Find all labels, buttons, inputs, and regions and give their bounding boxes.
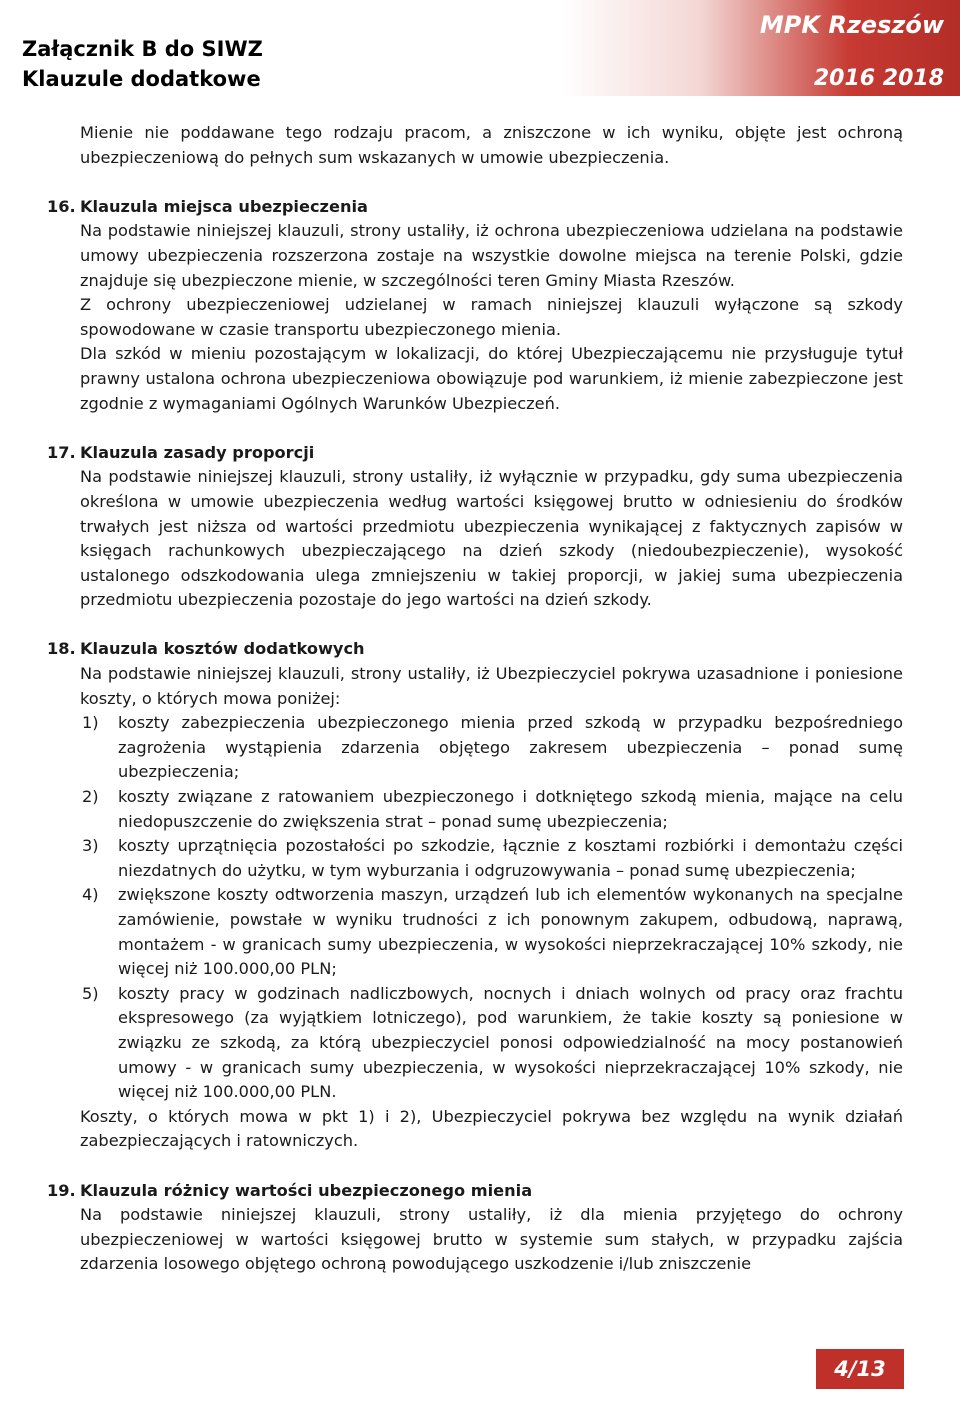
section-paragraph: Z ochrony ubezpieczeniowej udzielanej w ramach niniejszej klauzuli wyłączone są szkody spowodowane w czasie transportu ubezpieczonego mienia.	[80, 295, 903, 339]
page-header	[0, 0, 960, 96]
section-paragraph: Na podstawie niniejszej klauzuli, strony ustaliły, iż dla mienia przyjętego do ochrony ubezpieczeniowej w wartości księgowej brutto w systemie sum stałych, w przypadku zajścia zdarzenia losowego objętego ochroną powodującego uszkodzenie i/lub zniszczenie	[80, 1205, 903, 1274]
section-title: Klauzula zasady proporcji	[80, 442, 315, 462]
section-paragraph: Na podstawie niniejszej klauzuli, strony ustaliły, iż wyłącznie w przypadku, gdy suma ubezpieczenia określona w umowie ubezpieczenia według wartości księgowej brutto w odniesieniu do środków trwałych jest niższa od wartości przedmiotu ubezpieczenia wynikającej z faktycznych zapisów w księgach rachunkowych ubezpieczającego na dzień szkody (niedoubezpieczenie), wysokość ustalonego odszkodowania ulega zmniejszeniu w takiej proporcji, w jakiej suma ubezpieczenia przedmiotu ubezpieczenia pozostaje do jego wartości na dzień szkody.	[80, 467, 903, 610]
section-16	[47, 195, 903, 416]
list-item-text: zwiększone koszty odtworzenia maszyn, urządzeń lub ich elementów wykonanych na specjalne zamówienie, powstałe w wyniku trudności z ich ponownym zakupem, odbudową, naprawą, montażem - w granicach sumy ubezpieczenia, w wysokości nieprzekraczającej 10% szkody, nie więcej niż 100.000,00 PLN;	[118, 885, 903, 979]
intro-paragraph: Mienie nie poddawane tego rodzaju pracom, a zniszczone w ich wyniku, objęte jest ochroną ubezpieczeniową do pełnych sum wskazanych w umowie ubezpieczenia.	[80, 123, 903, 167]
cost-list	[80, 711, 903, 1105]
section-18	[47, 637, 903, 1153]
header-titles	[22, 34, 263, 94]
section-heading	[47, 195, 903, 220]
brand-name: MPK Rzeszów	[759, 11, 944, 39]
section-heading	[47, 1179, 903, 1204]
section-paragraph: Koszty, o których mowa w pkt 1) i 2), Ubezpieczyciel pokrywa bez względu na wynik działań zabezpieczających i ratowniczych.	[80, 1106, 903, 1151]
list-item	[80, 834, 903, 883]
list-item	[80, 711, 903, 785]
list-item-text: koszty pracy w godzinach nadliczbowych, nocnych i dniach wolnych od pracy oraz frachtu ekspresowego (za wyjątkiem lotniczego), pod warunkiem, że takie koszty są poniesione w związku ze szkodą, za którą ubezpieczyciel ponosi odpowiedzialność na mocy postanowień umowy - w granicach sumy ubezpieczenia, w wysokości nieprzekraczającej 10% szkody, nie więcej niż 100.000,00 PLN.	[118, 983, 903, 1102]
section-paragraph: Dla szkód w mieniu pozostającym w lokalizacji, do której Ubezpieczającemu nie przysługuje tytuł prawny ustalona ochrona ubezpieczeniowa obowiązuje pod warunkiem, iż mienie zabezpieczone jest zgodnie z wymaganiami Ogólnych Warunków Ubezpieczeń.	[80, 344, 903, 413]
header-brand-block	[760, 8, 944, 94]
section-title: Klauzula miejsca ubezpieczenia	[80, 196, 368, 216]
list-item	[80, 982, 903, 1105]
list-item-number: 5)	[82, 983, 99, 1003]
section-number: 18.	[47, 639, 76, 659]
list-item-text: koszty uprzątnięcia pozostałości po szkodzie, łącznie z kosztami rozbiórki i demontażu części niezdatnych do użytku, w tym wyburzania i odgruzowywania – ponad sumę ubezpieczenia;	[118, 836, 903, 880]
section-paragraph: Na podstawie niniejszej klauzuli, strony ustaliły, iż Ubezpieczyciel pokrywa uzasadnione i poniesione koszty, o których mowa poniżej:	[80, 664, 903, 708]
header-title-line2: Klauzule dodatkowe	[22, 67, 261, 91]
header-title-line1: Załącznik B do SIWZ	[22, 37, 263, 61]
section-number: 19.	[47, 1180, 76, 1200]
section-paragraph: Na podstawie niniejszej klauzuli, strony ustaliły, iż ochrona ubezpieczeniowa udzielana na podstawie umowy ubezpieczenia rozszerzona zostaje na wszystkie dowolne miejsca na terenie Polski, gdzie znajduje się ubezpieczone mienie, w szczególności teren Gminy Miasta Rzeszów.	[80, 221, 903, 290]
list-item	[80, 785, 903, 834]
section-19	[47, 1179, 903, 1277]
list-item-text: koszty związane z ratowaniem ubezpieczonego i dotkniętego szkodą mienia, mające na celu niedopuszczenie do zwiększenia strat – ponad sumę ubezpieczenia;	[118, 787, 903, 831]
section-title: Klauzula różnicy wartości ubezpieczonego mienia	[80, 1180, 533, 1200]
list-item-text: koszty zabezpieczenia ubezpieczonego mienia przed szkodą w przypadku bezpośredniego zagrożenia wystąpienia zdarzenia objętego zakresem ubezpieczenia – ponad sumę ubezpieczenia;	[118, 713, 903, 782]
list-item	[80, 883, 903, 981]
document-body	[47, 121, 903, 1277]
brand-years: 2016 2018	[813, 66, 944, 91]
list-item-number: 3)	[82, 836, 99, 856]
section-heading	[47, 637, 903, 662]
page-number-badge: 4/13	[816, 1349, 904, 1389]
list-item-number: 4)	[82, 885, 99, 905]
section-title: Klauzula kosztów dodatkowych	[80, 639, 365, 659]
section-number: 16.	[47, 196, 76, 216]
list-item-number: 2)	[82, 787, 99, 807]
section-number: 17.	[47, 442, 76, 462]
list-item-number: 1)	[82, 713, 99, 733]
section-17	[47, 441, 903, 613]
section-heading	[47, 441, 903, 466]
